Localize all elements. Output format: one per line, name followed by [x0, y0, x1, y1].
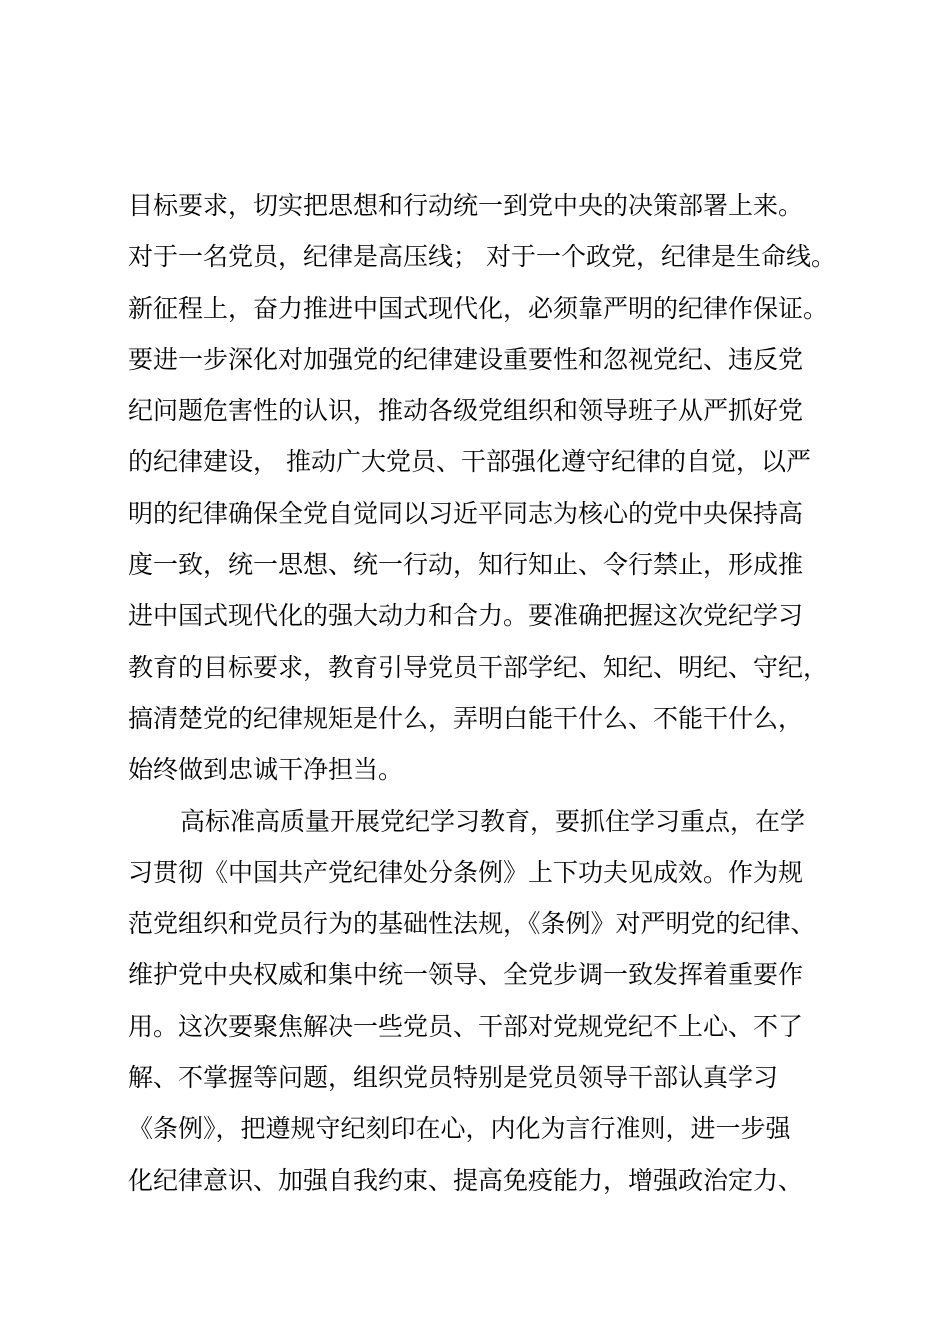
text-line: 度一致，统一思想、统一行动，知行知止、令行禁止，形成推 — [128, 550, 804, 580]
text-line: 始终做到忠诚干净担当。 — [128, 755, 404, 785]
text-line: 化纪律意识、加强自我约束、提高免疫能力，增强政治定力、 — [128, 1165, 804, 1195]
text-line: 用。这次要聚焦解决一些党员、干部对党规党纪不上心、不了 — [128, 1011, 804, 1041]
body-text — [128, 180, 888, 1206]
text-line: 解、不掌握等问题，组织党员特别是党员领导干部认真学习 — [128, 1063, 779, 1093]
text-line: 范党组织和党员行为的基础性法规，《条例》对严明党的纪律、 — [128, 909, 816, 939]
text-line: 要进一步深化对加强党的纪律建设重要性和忽视党纪、违反党 — [128, 344, 804, 374]
text-line: 《条例》，把遵规守纪刻印在心，内化为言行准则，进一步强 — [128, 1114, 791, 1144]
text-line: 习贯彻《中国共产党纪律处分条例》上下功夫见成效。作为规 — [128, 857, 804, 887]
text-line: 的纪律建设， 推动广大党员、干部强化遵守纪律的自觉，以严 — [128, 447, 811, 477]
text-line: 对于一名党员，纪律是高压线； 对于一个政党，纪律是生命线。 — [128, 242, 836, 272]
text-line: 目标要求，切实把思想和行动统一到党中央的决策部署上来。 — [128, 191, 804, 220]
text-line: 教育的目标要求，教育引导党员干部学纪、知纪、明纪、守纪， — [128, 652, 829, 682]
paragraph-first-line: 高标准高质量开展党纪学习教育，要抓住学习重点，在学 — [180, 806, 806, 836]
text-line: 进中国式现代化的强大动力和合力。要准确把握这次党纪学习 — [128, 601, 804, 631]
text-line: 纪问题危害性的认识，推动各级党组织和领导班子从严抓好党 — [128, 396, 804, 426]
text-line: 维护党中央权威和集中统一领导、全党步调一致发挥着重要作 — [128, 960, 804, 990]
text-line: 搞清楚党的纪律规矩是什么，弄明白能干什么、不能干什么， — [128, 703, 804, 733]
text-line: 明的纪律确保全党自觉同以习近平同志为核心的党中央保持高 — [128, 498, 804, 528]
text-line: 新征程上，奋力推进中国式现代化，必须靠严明的纪律作保证。 — [128, 293, 829, 323]
